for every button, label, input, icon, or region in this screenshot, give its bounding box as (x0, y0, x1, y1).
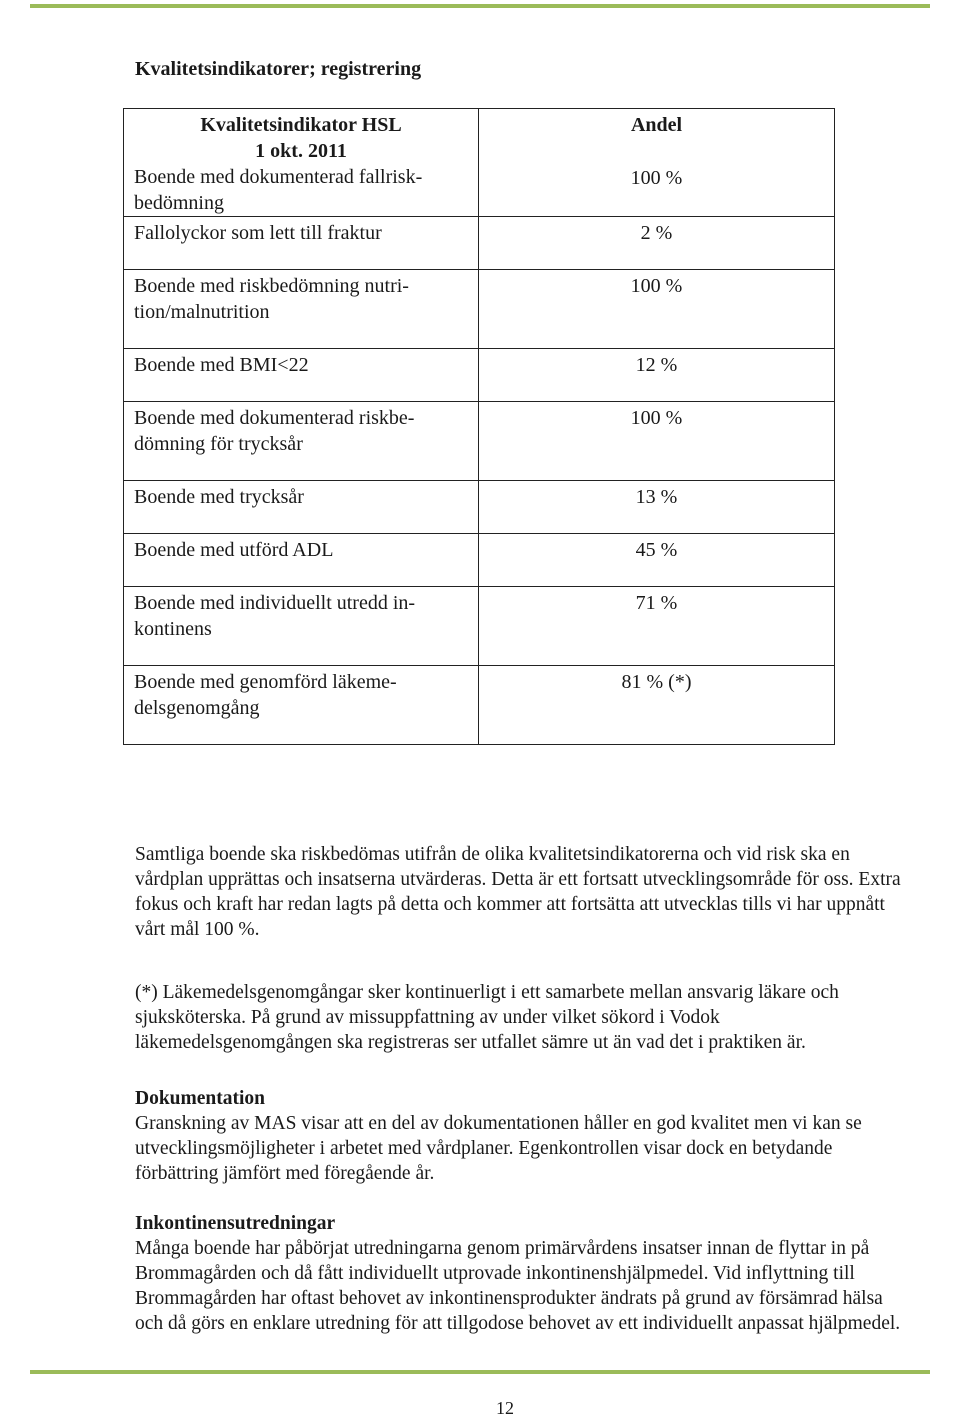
section-documentation (135, 1086, 915, 1186)
table-row (124, 666, 835, 745)
indicator-table (123, 108, 835, 745)
table-row (124, 402, 835, 481)
section-title: Dokumentation (135, 1088, 266, 1109)
paragraph-text: (*) Läkemedelsgenomgångar sker kontinuerligt i ett samarbete mellan ansvarig läkare och sjuksköterska. På grund av missuppfattning av under vilket sökord i Vodok läkemedelsgenomgången ska registreras ser utfallet sämre ut än vad det i praktiken är. (135, 982, 839, 1053)
indicator-text: Boende med genomförd läkeme-delsgenomgång (134, 671, 397, 719)
share-text: 100 % (630, 275, 683, 297)
paragraph-risk-assessment (135, 842, 915, 942)
bottom-rule (30, 1370, 930, 1374)
share-text: 12 % (635, 354, 678, 376)
header-left-line2: 1 okt. 2011 (255, 140, 347, 162)
table-row (124, 534, 835, 587)
section-text: Många boende har påbörjat utredningarna genom primärvårdens insatser innan de flyttar in på Brommagården och då fått individuellt utprovade inkontinenshjälpmedel. Vid inflyttning till Brommagården har oftast behovet av inkontinensprodukter ändrats på grund av försämrad hälsa och då görs en enklare utredning för att tillgodose behovet av ett individuellt anpassat hjälpmedel. (135, 1238, 901, 1334)
header-right: Andel (630, 114, 683, 136)
indicator-cell (124, 109, 479, 217)
share-text: 100 % (630, 167, 683, 189)
paragraph-medication-review (135, 980, 915, 1055)
indicator-text: Boende med BMI<22 (134, 354, 309, 376)
paragraph-text: Samtliga boende ska riskbedömas utifrån de olika kvalitetsindikatorerna och vid risk ska en vårdplan upprättas och insatserna utvärderas. Detta är ett fortsatt utvecklingsområde för oss. Extra fokus och kraft har redan lagts på detta och kommer att fortsätta att utvecklas tills vi har uppnått vårt mål 100 %. (135, 844, 901, 940)
page-heading: Kvalitetsindikatorer; registrering (135, 58, 422, 80)
share-text: 81 % (*) (621, 671, 692, 693)
share-cell (479, 109, 835, 217)
share-text: 2 % (640, 222, 673, 244)
table-row (124, 481, 835, 534)
share-text: 45 % (635, 539, 678, 561)
share-text: 71 % (635, 592, 678, 614)
section-text: Granskning av MAS visar att en del av dokumentationen håller en god kvalitet men vi kan se utvecklingsmöjligheter i arbetet med vårdplaner. Egenkontrollen visar dock en betydande förbättring jämfört med föregående år. (135, 1113, 862, 1184)
indicator-text: Boende med dokumenterad fallrisk-bedömning (134, 166, 423, 214)
header-left-line1: Kvalitetsindikator HSL (200, 114, 402, 136)
page-number: 12 (496, 1398, 514, 1418)
table-row (124, 270, 835, 349)
section-incontinence (135, 1211, 915, 1336)
indicator-text: Boende med riskbedömning nutri-tion/malnutrition (134, 275, 409, 323)
top-rule (30, 4, 930, 8)
indicator-text: Boende med utförd ADL (134, 539, 334, 561)
indicator-text: Boende med trycksår (134, 486, 304, 508)
section-title: Inkontinensutredningar (135, 1213, 336, 1234)
table-row (124, 217, 835, 270)
table-row (124, 109, 835, 217)
table-row (124, 587, 835, 666)
share-text: 100 % (630, 407, 683, 429)
table-row (124, 349, 835, 402)
indicator-text: Boende med dokumenterad riskbe-dömning för trycksår (134, 407, 415, 455)
share-text: 13 % (635, 486, 678, 508)
indicator-text: Boende med individuellt utredd in-kontinens (134, 592, 416, 640)
indicator-text: Fallolyckor som lett till fraktur (134, 222, 382, 244)
